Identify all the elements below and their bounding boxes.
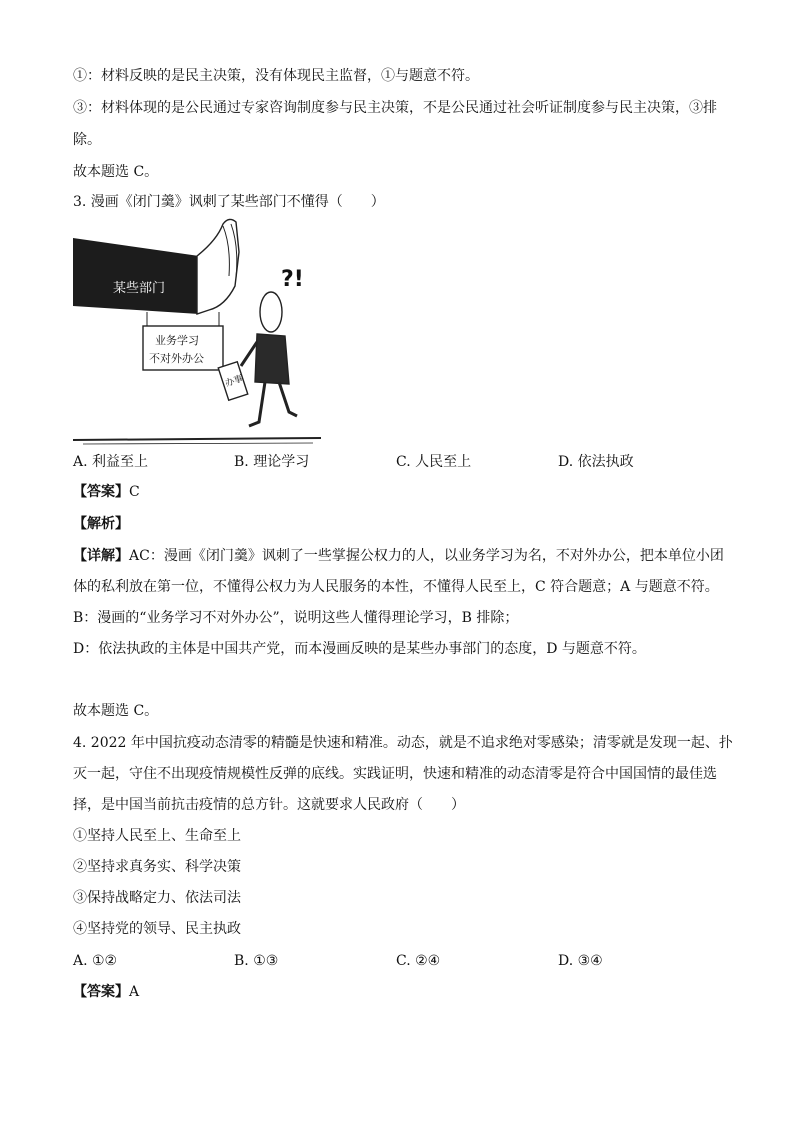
cartoon-question-marks: ?! [281,267,304,292]
q3-detail-line-2: 体的私利放在第一位，不懂得公权力为人民服务的本性，不懂得人民至上，C 符合题意；A 与题意不符。 [73,579,719,595]
question-4-stem-line-1: 4. 2022 年中国抗疫动态清零的精髓是快速和精准。动态，就是不追求绝对零感染；清零就是发现一起、扑 [73,735,733,751]
q4-option-c: C. ②④ [396,953,441,969]
q3-option-b: B. 理论学习 [234,454,310,470]
detail-text: AC：漫画《闭门羹》讽刺了一些掌握公权力的人，以业务学习为名，不对外办公，把本单位小团 [129,548,724,564]
prev-explain-line-3: 除。 [73,132,101,148]
cartoon-sign-line-2: 不对外办公 [149,352,204,365]
q4-item-3: ③保持战略定力、依法司法 [73,890,241,906]
q3-detail-line-4: D：依法执政的主体是中国共产党，而本漫画反映的是某些办事部门的态度，D 与题意不符。 [73,641,646,657]
q4-item-1: ①坚持人民至上、生命至上 [73,828,241,844]
q3-detail-line-1 [73,546,724,566]
cartoon-sign-line-1: 业务学习 [155,334,199,347]
q4-item-4: ④坚持党的领导、民主执政 [73,921,241,937]
cartoon-paper-label: 办事 [224,374,245,390]
q3-option-c: C. 人民至上 [396,454,472,470]
q4-item-2: ②坚持求真务实、科学决策 [73,859,241,875]
cartoon-sleeve-label: 某些部门 [113,281,166,296]
prev-conclusion: 故本题选 C。 [73,164,159,180]
q4-option-d: D. ③④ [558,953,603,969]
cartoon-closed-door [73,216,323,446]
prev-explain-line-2: ③：材料体现的是公民通过专家咨询制度参与民主决策，不是公民通过社会听证制度参与民主决策，③排 [73,100,717,116]
q4-answer [73,982,139,1002]
q4-option-b: B. ①③ [234,953,279,969]
q3-conclusion: 故本题选 C。 [73,703,159,719]
q3-answer [73,482,140,502]
question-4-stem-line-3: 择，是中国当前抗击疫情的总方针。这就要求人民政府（ ） [73,797,465,813]
prev-explain-line-1: ①：材料反映的是民主决策，没有体现民主监督，①与题意不符。 [73,68,479,84]
answer-tag: 【答案】 [73,484,129,500]
answer-tag: 【答案】 [73,984,129,1000]
answer-value: A [129,984,140,1000]
q3-detail-line-3: B：漫画的“业务学习不对外办公”，说明这些人懂得理论学习，B 排除； [73,610,519,626]
q3-analysis-tag: 【解析】 [73,516,129,532]
question-4-stem-line-2: 灭一起，守住不出现疫情规模性反弹的底线。实践证明，快速和精准的动态清零是符合中国国情的最佳选 [73,766,717,782]
question-3-stem: 3. 漫画《闭门羹》讽刺了某些部门不懂得（ ） [73,194,385,210]
q3-option-d: D. 依法执政 [558,454,634,470]
q3-option-a: A. 利益至上 [73,454,149,470]
q4-option-a: A. ①② [73,953,118,969]
detail-tag: 【详解】 [73,548,129,564]
answer-value: C [129,484,140,500]
